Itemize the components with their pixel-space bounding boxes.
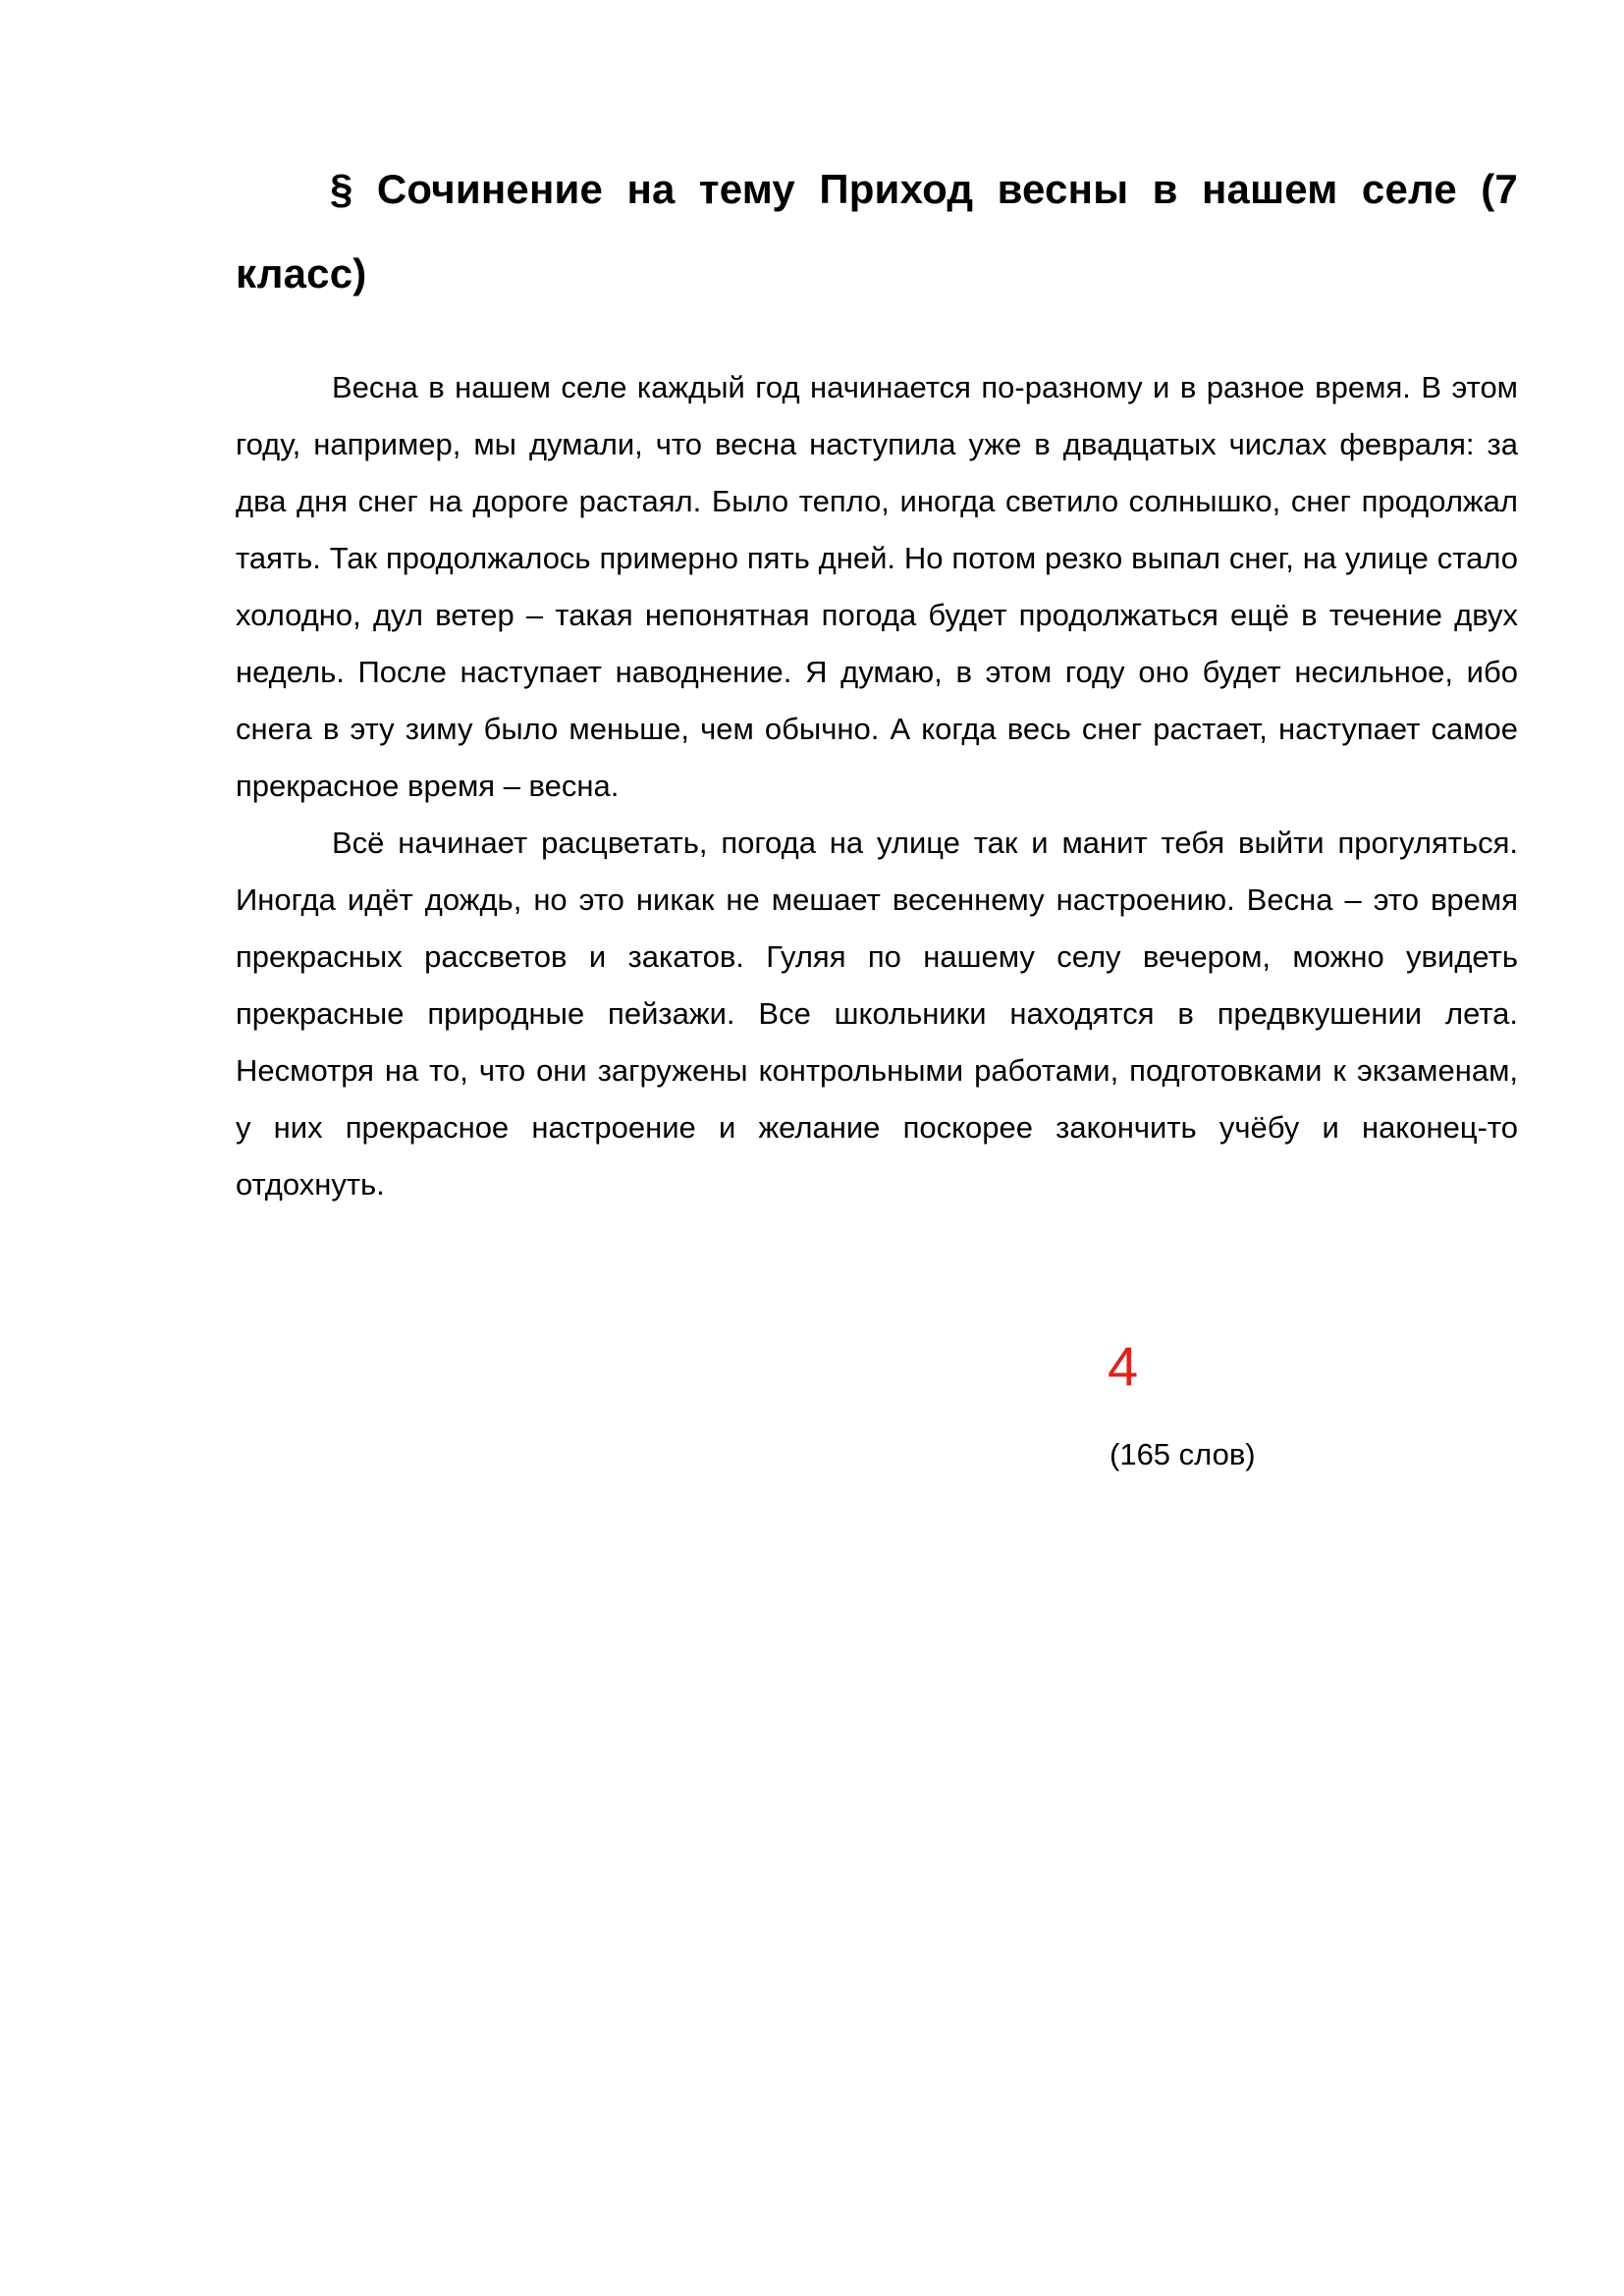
essay-paragraph: Весна в нашем селе каждый год начинается по-разному и в разное время. В этом году, например, мы думали, что весна наступила уже в двадцатых числах февраля: за два дня снег на дороге растаял. Было тепло, иногда светило солнышко, снег продолжал таять. Так продолжалось примерно пять дней. Но потом резко выпал снег, на улице стало холодно, дул ветер – такая непонятная погода будет продолжаться ещё в течение двух недель. После наступает наводнение. Я думаю, в этом году оно будет несильное, ибо снега в эту зиму было меньше, чем обычно. А когда весь снег растает, наступает самое прекрасное время – весна. [236,370,1518,803]
essay-paragraph: Всё начинает расцветать, погода на улице так и манит тебя выйти прогуляться. Иногда идёт дождь, но это никак не мешает весеннему настроению. Весна – это время прекрасных рассветов и закатов. Гуляя по нашему селу вечером, можно увидеть прекрасные природные пейзажи. Все школьники находятся в предвкушении лета. Несмотря на то, что они загружены контрольными работами, подготовками к экзаменам, у них прекрасное настроение и желание поскорее закончить учёбу и наконец-то отдохнуть. [236,826,1518,1201]
grade-mark: 4 [1108,1335,1139,1397]
word-count: (165 слов) [1110,1437,1256,1471]
essay-body [236,359,1518,1213]
essay-title: § Сочинение на тему Приход весны в нашем селе (7 класс) [236,166,1518,296]
